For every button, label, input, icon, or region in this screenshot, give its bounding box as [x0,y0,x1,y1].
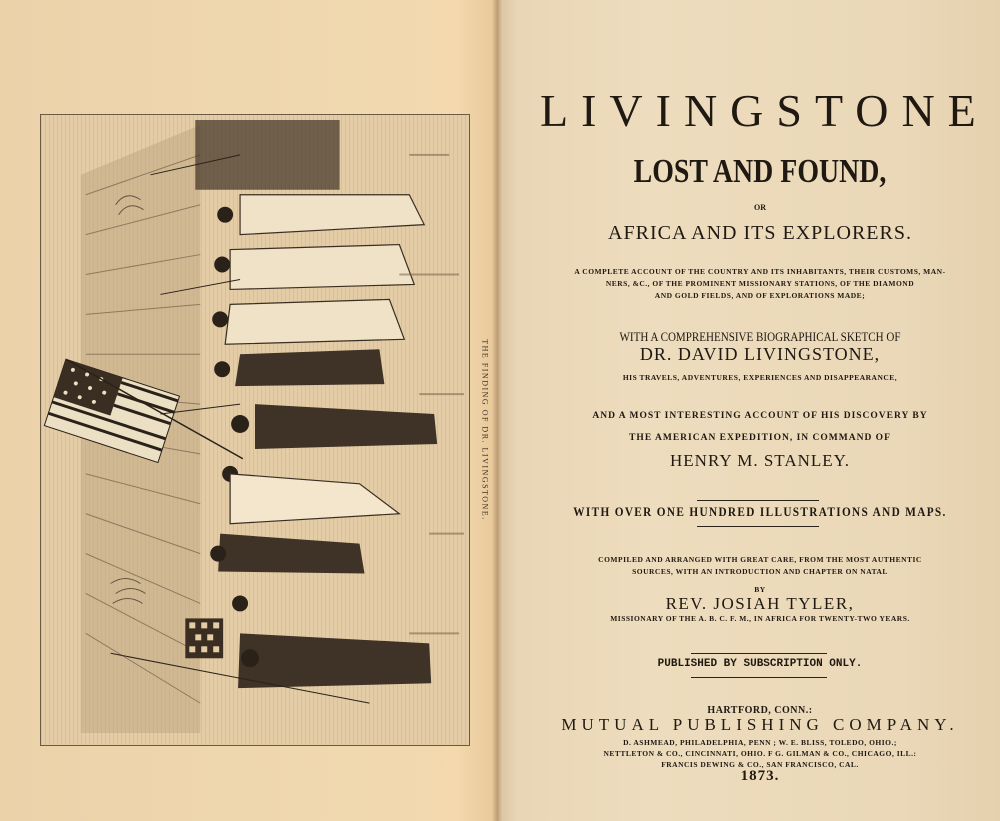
agent-line: NETTLETON & CO., CINCINNATI, OHIO. F G. GILMAN & CO., CHICAGO, ILL.: [603,749,917,758]
illustrations-line: WITH OVER ONE HUNDRED ILLUSTRATIONS AND MAPS. [573,505,947,519]
subscription-note: PUBLISHED BY SUBSCRIPTION ONLY. [657,658,863,670]
agent-line: FRANCIS DEWING & CO., SAN FRANCISCO, CAL. [661,760,859,769]
divider-rule [691,677,827,678]
agent-line: D. ASHMEAD, PHILADELPHIA, PENN ; W. E. BLISS, TOLEDO, OHIO.; [623,738,897,747]
engraving-caption [478,300,492,560]
subject-name: DR. DAVID LIVINGSTONE, [639,344,881,364]
publisher-name: MUTUAL PUBLISHING COMPANY. [561,715,959,734]
left-page [0,0,497,821]
compiled-line: SOURCES, WITH AN INTRODUCTION AND CHAPTER ON NATAL [632,567,888,576]
account-line-2: THE AMERICAN EXPEDITION, IN COMMAND OF [629,433,891,443]
publication-year: 1873. [740,768,780,784]
caption-text: THE FINDING OF DR. LIVINGSTONE. [480,339,490,521]
description-line: AND GOLD FIELDS, AND OF EXPLORATIONS MADE; [654,291,866,300]
account-line-1: AND A MOST INTERESTING ACCOUNT OF HIS DISCOVERY BY [592,411,928,421]
divider-rule [691,653,827,654]
description-line: NERS, &C., OF THE PROMINENT MISSIONARY STATIONS, OF THE DIAMOND [605,279,915,288]
travels-line: HIS TRAVELS, ADVENTURES, EXPERIENCES AND DISAPPEARANCE, [622,373,898,382]
agents-block [540,737,980,770]
description-block [540,266,980,302]
book-title: LIVINGSTONE [540,85,989,136]
by-line: BY [754,585,766,594]
compiled-block [540,554,980,578]
book-gutter [492,0,502,821]
divider-rule [697,526,819,527]
alternate-title: AFRICA AND ITS EXPLORERS. [608,222,912,244]
book-subtitle: LOST AND FOUND, [633,153,887,190]
or-connector: OR [754,203,766,212]
divider-rule [697,500,819,501]
description-line: A COMPLETE ACCOUNT OF THE COUNTRY AND ITS INHABITANTS, THEIR CUSTOMS, MAN- [574,267,946,276]
commander-name: HENRY M. STANLEY. [670,451,850,470]
compiled-line: COMPILED AND ARRANGED WITH GREAT CARE, FROM THE MOST AUTHENTIC [598,555,922,564]
author-credential: MISSIONARY OF THE A. B. C. F. M., IN AFRICA FOR TWENTY-TWO YEARS. [610,614,910,623]
author-name: REV. JOSIAH TYLER, [665,594,855,613]
frontispiece-engraving [40,114,470,746]
biographical-sketch-line: WITH A COMPREHENSIVE BIOGRAPHICAL SKETCH OF [619,329,901,344]
publication-place: HARTFORD, CONN.: [707,705,813,716]
engraving-scene-icon [41,115,469,745]
